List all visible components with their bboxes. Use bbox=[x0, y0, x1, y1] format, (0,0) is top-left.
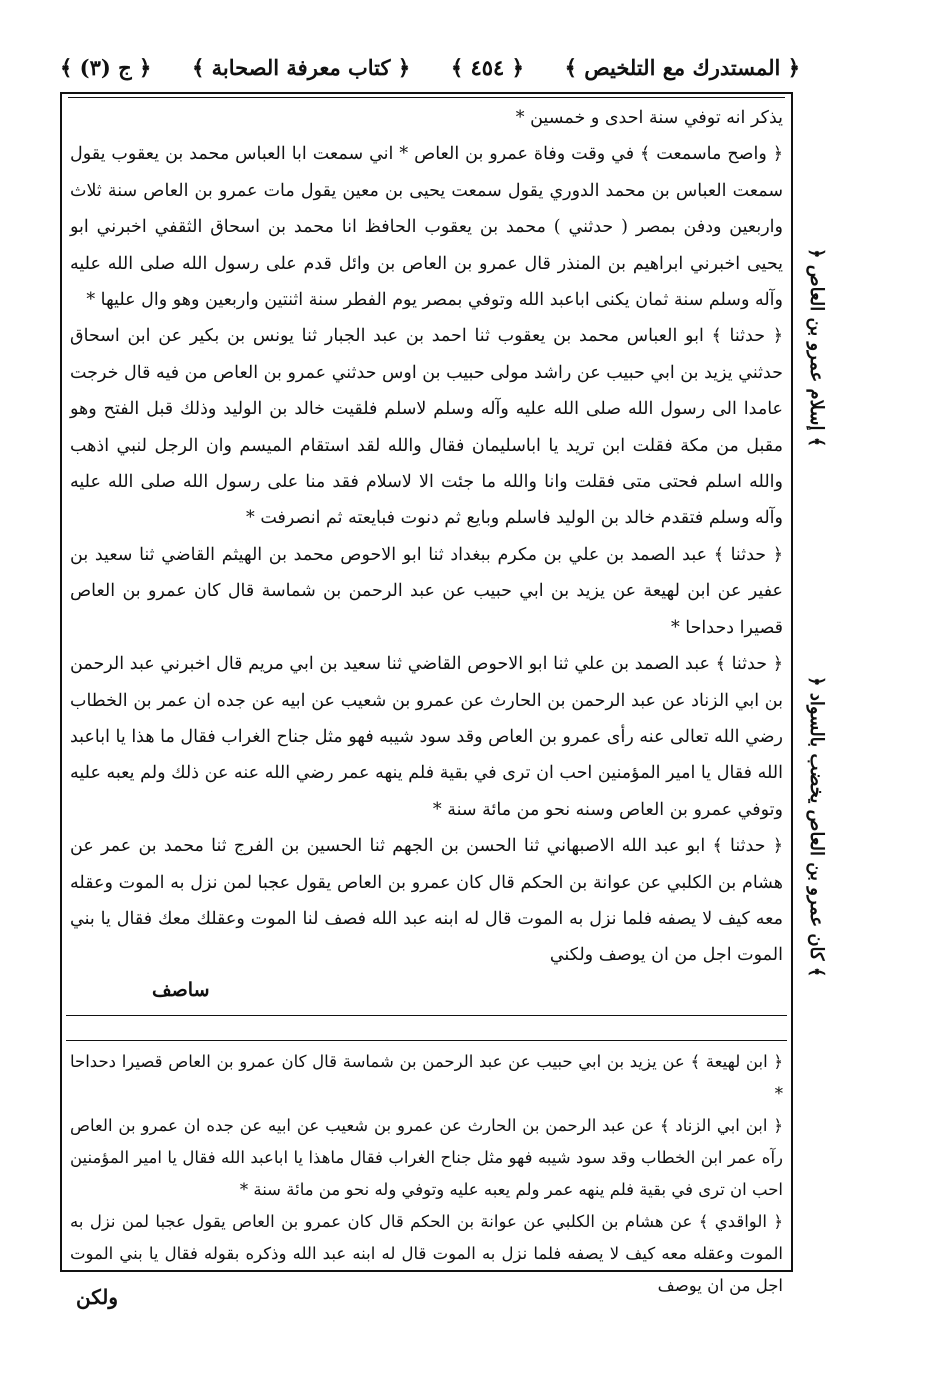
footnote-text bbox=[70, 1046, 783, 1295]
volume-number: ﴿ ج (٣) ﴾ bbox=[60, 54, 152, 80]
margin-note-dye: ﴿ كان عمرو بن العاص يخضب بالسواد ﴾ bbox=[806, 676, 827, 978]
catchword-footer: ولكن bbox=[76, 1285, 119, 1309]
main-paragraph: يذكر انه توفي سنة احدى و خمسين * bbox=[515, 108, 783, 128]
margin-note-islam: ﴿ إسلام عمرو بن العاص ﴾ bbox=[806, 248, 827, 448]
footnote-paragraph: ﴿ ابن لهيعة ﴾ عن يزيد بن ابي حبيب عن عبد الرحمن بن شماسة قال كان عمرو بن العاص قصيرا دحداحا * bbox=[70, 1052, 783, 1103]
main-paragraph: ﴿ حدثنا ﴾ ابو عبد الله الاصبهاني ثنا الحسن بن الجهم ثنا الحسين بن الفرج ثنا محمد بن عمر عن هشام بن الكلبي عن عوانة بن الحكم قال كان عمرو بن العاص يقول عجبا لمن نزل به الموت وعقله معه كيف لا يصفه فلما نزل به الموت قال له ابنه عبد الله فصف لنا الموت وعقلك معك فقال يا بني الموت اجل من ان يوصف ولكني bbox=[70, 836, 783, 966]
footnote-paragraph: ﴿ ابن ابي الزناد ﴾ عن عبد الرحمن بن الحارث عن عمرو بن شعيب عن ابيه عن جده ان عمرو بن العاص رآه عمر ابن الخطاب وقد سود شيبه فهو مثل جناح الغراب فقال ماهذا يا اباعبد الله فقال يا امير المؤمنين احب ان ترى في بقية فلم ينهه عمر ولم يعبه عليه وتوفي وله نحو من مائة سنة * bbox=[70, 1116, 783, 1199]
main-text bbox=[70, 100, 783, 980]
catchword-main: ساصف bbox=[152, 979, 210, 1001]
running-title: ﴿ المستدرك مع التلخيص ﴾ bbox=[564, 54, 800, 80]
main-paragraph: ﴿ حدثنا ﴾ عبد الصمد بن علي ثنا ابو الاحوص القاضي ثنا سعيد بن ابي مريم قال اخبرني عبد الرحمن بن ابي الزناد عن عبد الرحمن بن الحارث عن عمرو بن شعيب عن ابيه عن جده ان عمر بن الخطاب رضي الله تعالى عنه رأى عمرو بن العاص وقد سود شيبه فهو مثل جناح الغراب فقال ما هذا يا اباعبد الله فقال يا امير المؤمنين احب ان ترى في بقية فلم ينهه عمر رضي الله عنه عن ذلك ولم يعبه عليه وتوفي عمرو بن العاص وسنه نحو من مائة سنة * bbox=[70, 654, 783, 820]
frame-inner-rule bbox=[68, 97, 785, 98]
page-header bbox=[60, 46, 800, 88]
main-paragraph: ﴿ حدثنا ﴾ ابو العباس محمد بن يعقوب ثنا احمد بن عبد الجبار ثنا يونس بن بكير عن ابن اسحاق حدثني يزيد بن ابي حبيب عن راشد مولى حبيب بن اوس حدثني عمرو بن العاص من فيه قال خرجت عامدا الى رسول الله صلى الله عليه وآله وسلم لاسلم فلقيت خالد بن الوليد وذلك قبل الفتح وهو مقبل من مكة فقلت ابن تريد يا اباسليمان فقال والله لقد استقام الميسم وان الرجل لنبي اذهب والله اسلم فحتى متى فقلت وانا والله ما جئت الا لاسلام فقد منا على رسول الله صلى الله عليه وآله وسلم فتقدم خالد بن الوليد فاسلم وبايع ثم دنوت فبايعته ثم انصرفت * bbox=[70, 326, 783, 529]
text-frame bbox=[60, 92, 793, 1295]
main-paragraph: ﴿ حدثنا ﴾ عبد الصمد بن علي بن مكرم ببغداد ثنا ابو الاحوص محمد بن الهيثم القاضي ثنا سعيد بن عفير عن ابن لهيعة عن يزيد بن ابي حبيب عن عبد الرحمن بن شماسة قال كان عمرو بن العاص قصيرا دحداحا * bbox=[70, 544, 783, 638]
footnote-divider-top bbox=[66, 1015, 787, 1016]
book-title: ﴿ كتاب معرفة الصحابة ﴾ bbox=[192, 54, 411, 80]
footnote-paragraph: ﴿ الواقدي ﴾ عن هشام بن الكلبي عن عوانة بن الحكم قال كان عمرو بن العاص يقول عجبا لمن نزل به الموت وعقله معه كيف لا يصفه فلما نزل به الموت قال له ابنه عبد الله وذكره بقوله فقال يا بني الموت اجل من ان يوصف bbox=[70, 1212, 783, 1295]
page-number: ﴿ ٤٥٤ ﴾ bbox=[450, 54, 524, 80]
footnote-divider-bottom bbox=[66, 1040, 787, 1041]
main-paragraph: ﴿ واصح ماسمعت ﴾ في وقت وفاة عمرو بن العاص * اني سمعت ابا العباس محمد بن يعقوب يقول سمعت العباس بن محمد الدوري يقول سمعت يحيى بن معين يقول مات عمرو بن العاص سنة ثلاث واربعين ودفن بمصر ( حدثني ) محمد بن يعقوب الحافظ انا محمد بن اسحاق الثقفي اخبرني ابو يحيى اخبرني ابراهيم بن المنذر قال عمرو بن العاص بن وائل قدم على رسول الله صلى الله عليه وآله وسلم سنة ثمان يكنى اباعبد الله وتوفي بمصر يوم الفطر سنة اثنتين واربعين وهو وال عليها * bbox=[70, 144, 783, 311]
